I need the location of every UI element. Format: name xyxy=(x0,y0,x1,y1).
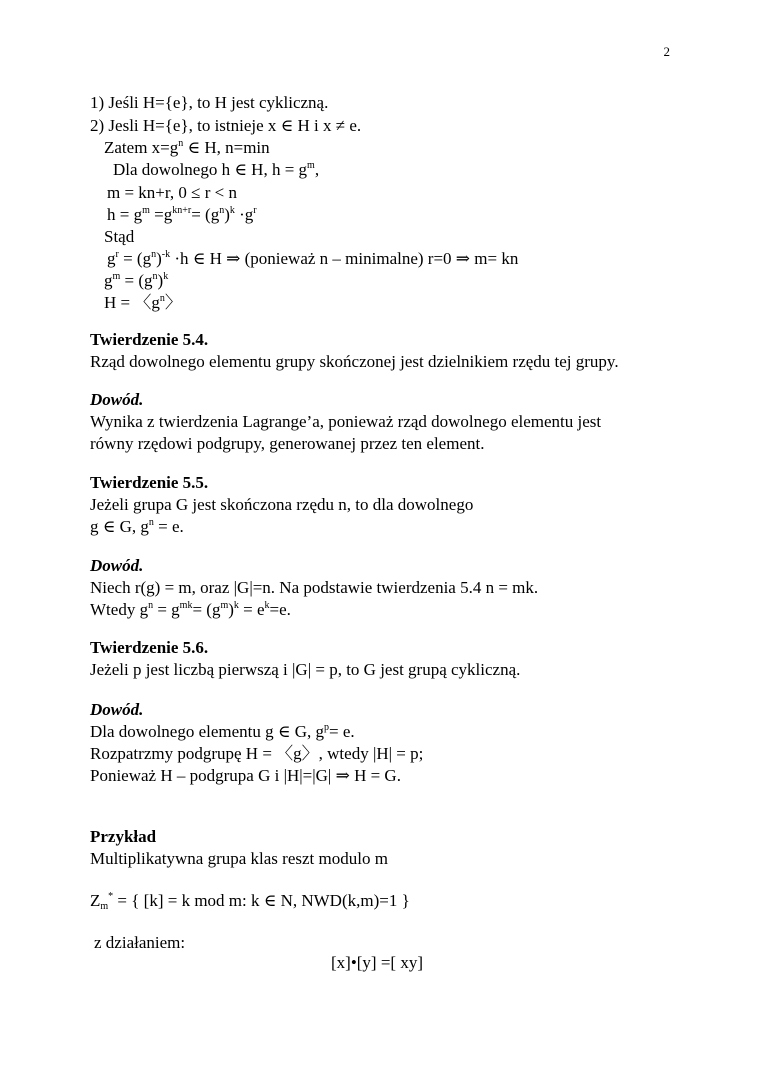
proof-5-6-line2: Rozpatrzmy podgrupę H = 〈g〉, wtedy |H| = p; xyxy=(90,744,424,763)
step-1: 1) Jeśli H={e}, to H jest cykliczną. xyxy=(90,93,329,112)
example-title: Przykład xyxy=(90,827,157,846)
proof-5-6-title: Dowód. xyxy=(90,700,144,719)
theorem-5-6-title: Twierdzenie 5.6. xyxy=(90,638,209,657)
proof-5-4-line1: Wynika z twierdzenia Lagrange’a, ponieważ rząd dowolnego elementu jest xyxy=(90,412,602,431)
step-gm: $g^m = (g^n)^k$ xyxy=(104,271,169,290)
theorem-5-4-title: Twierdzenie 5.4. xyxy=(90,330,209,349)
proof-5-6-line1: Dla dowolnego elementu g ∈ G, $g^p= e$. xyxy=(90,722,355,741)
step-2: 2) Jesli H={e}, to istnieje x ∈ H i x ≠ e. xyxy=(90,116,362,135)
example-set-definition: $Z_m^*$ = { [k] = k mod m: k ∈ N, NWD(k,m)=1 } xyxy=(90,891,410,912)
step-dla-dowolnego: Dla dowolnego h ∈ H, $h = g^m$, xyxy=(113,160,320,179)
step-gr: $g^r = (g^n)^{-k} \cdot h$ ∈ H ⇒ (ponieważ n – minimalne) r=0 ⇒ m= kn xyxy=(107,249,519,268)
theorem-5-5-line2: g ∈ G, $g^n = e$. xyxy=(90,517,184,536)
step-h-equals: $h = g^m =g^{kn+r}= (g^n)^k \cdot g^r$ xyxy=(107,205,257,224)
proof-5-4-line2: równy rzędowi podgrupy, generowanej przez ten element. xyxy=(90,434,485,453)
step-division: m = kn+r, 0 ≤ r < n xyxy=(107,183,237,202)
proof-5-4-title: Dowód. xyxy=(90,390,144,409)
page-number: 2 xyxy=(663,44,670,59)
step-h-generated: H = 〈$g^n$〉 xyxy=(104,293,182,312)
example-subtitle: Multiplikatywna grupa klas reszt modulo m xyxy=(90,849,388,868)
step-stad: Stąd xyxy=(104,227,135,246)
example-formula: [x]•[y] =[ xy] xyxy=(331,953,424,972)
theorem-5-4-text: Rząd dowolnego elementu grupy skończonej jest dzielnikiem rzędu tej grupy. xyxy=(90,352,619,371)
proof-5-5-line1: Niech r(g) = m, oraz |G|=n. Na podstawie twierdzenia 5.4 n = mk. xyxy=(90,578,539,597)
step-zatem: Zatem $x=g^n$ ∈ H, n=min xyxy=(104,138,270,157)
theorem-5-5-line1: Jeżeli grupa G jest skończona rzędu n, to dla dowolnego xyxy=(90,495,474,514)
theorem-5-6-text: Jeżeli p jest liczbą pierwszą i |G| = p, to G jest grupą cykliczną. xyxy=(90,660,521,679)
theorem-5-5-title: Twierdzenie 5.5. xyxy=(90,473,209,492)
proof-5-5-title: Dowód. xyxy=(90,556,144,575)
proof-5-5-line2: Wtedy $g^n = g^{mk}= (g^m)^k = e^k=e$. xyxy=(90,600,291,619)
proof-5-6-line3: Ponieważ H – podgrupa G i |H|=|G| ⇒ H = G. xyxy=(90,766,401,785)
example-operation-label: z działaniem: xyxy=(94,933,186,952)
